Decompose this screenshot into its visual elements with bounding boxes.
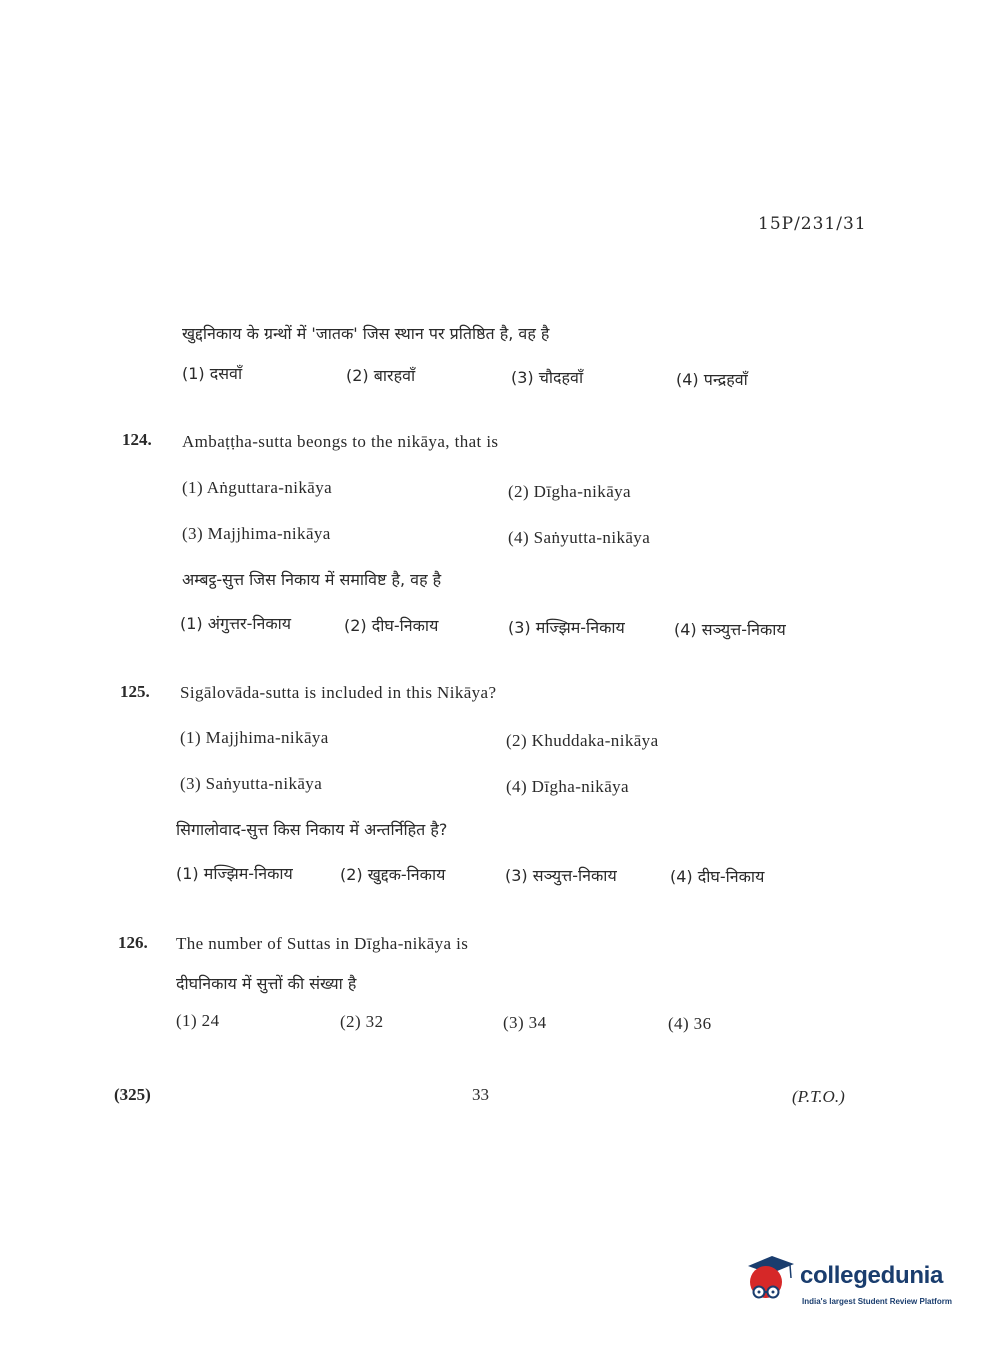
option-2: (2) खुद्दक-निकाय	[340, 865, 446, 884]
option-1: (1) दसवाँ	[182, 364, 243, 383]
option-3: (3) चौदहवाँ	[511, 368, 584, 387]
option-4: (4) पन्द्रहवाँ	[676, 370, 748, 389]
option-3: (3) Saṅyutta-nikāya	[180, 774, 323, 793]
question-hindi-stem: दीघनिकाय में सुत्तों की संख्या है	[176, 974, 357, 993]
option-2: (2) Khuddaka-nikāya	[506, 731, 659, 750]
option-3: (3) 34	[503, 1013, 547, 1032]
question-number: 125.	[120, 682, 150, 701]
question-hindi-stem: अम्बट्ठ-सुत्त जिस निकाय में समाविष्ट है, वह है	[182, 570, 442, 589]
brand-name: collegedunia	[800, 1262, 944, 1289]
option-4: (4) Dīgha-nikāya	[506, 777, 629, 796]
footer-code: (325)	[114, 1085, 151, 1104]
option-3: (3) Majjhima-nikāya	[182, 524, 331, 543]
option-2: (2) 32	[340, 1012, 384, 1031]
option-4: (4) Saṅyutta-nikāya	[508, 528, 651, 547]
option-1: (1) Aṅguttara-nikāya	[182, 478, 333, 497]
question-english-stem: The number of Suttas in Dīgha-nikāya is	[176, 934, 469, 953]
option-4: (4) दीघ-निकाय	[670, 867, 765, 886]
option-1: (1) Majjhima-nikāya	[180, 728, 329, 747]
option-2: (2) Dīgha-nikāya	[508, 482, 631, 501]
page-number: 33	[472, 1085, 489, 1104]
question-english-stem: Ambaṭṭha-sutta beongs to the nikāya, that is	[182, 432, 499, 451]
option-3: (3) मज्झिम-निकाय	[508, 618, 625, 637]
question-number: 126.	[118, 933, 148, 952]
option-2: (2) बारहवाँ	[346, 366, 416, 385]
option-1: (1) 24	[176, 1011, 220, 1030]
collegedunia-mascot-icon	[744, 1254, 794, 1306]
option-4: (4) 36	[668, 1014, 712, 1033]
pto-label: (P.T.O.)	[792, 1087, 845, 1106]
option-1: (1) मज्झिम-निकाय	[176, 864, 293, 883]
option-3: (3) सञ्युत्त-निकाय	[505, 866, 617, 885]
brand-tagline: India's largest Student Review Platform	[802, 1297, 952, 1306]
option-1: (1) अंगुत्तर-निकाय	[180, 614, 292, 633]
option-4: (4) सञ्युत्त-निकाय	[674, 620, 786, 639]
question-number: 124.	[122, 430, 152, 449]
question-hindi-stem: खुद्दनिकाय के ग्रन्थों में 'जातक' जिस स्थान पर प्रतिष्ठित है, वह है	[182, 324, 550, 343]
question-english-stem: Sigālovāda-sutta is included in this Nikāya?	[180, 683, 497, 702]
option-2: (2) दीघ-निकाय	[344, 616, 439, 635]
paper-code: 15P/231/31	[758, 214, 867, 234]
question-hindi-stem: सिगालोवाद-सुत्त किस निकाय में अन्तर्निहित है?	[176, 820, 448, 839]
